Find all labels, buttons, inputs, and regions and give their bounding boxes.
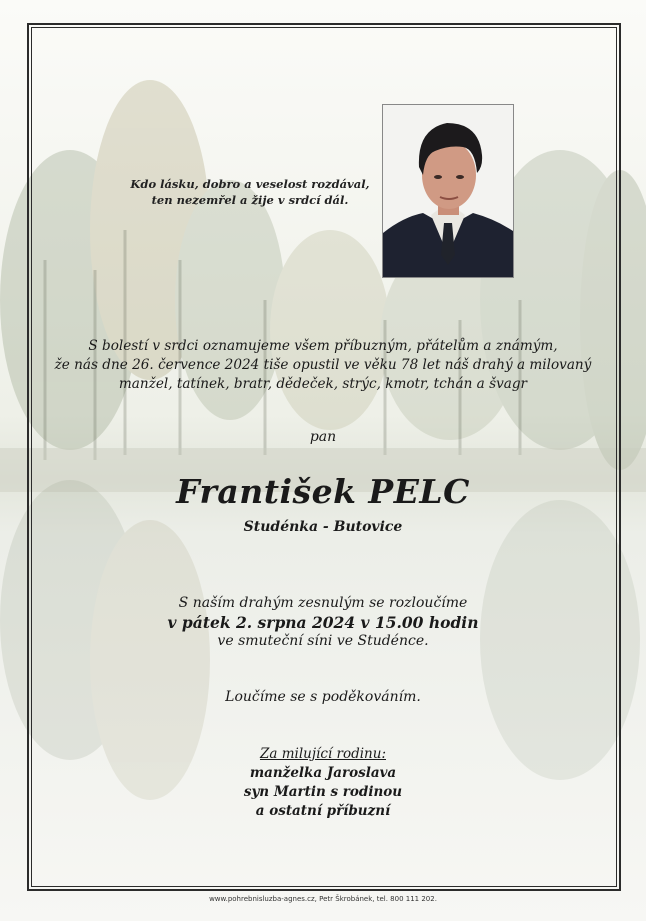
farewell-location: ve smuteční síni ve Studénce. [217,633,429,649]
deceased-name: František PELC [176,472,470,511]
deceased-place: Studénka - Butovice [243,519,403,535]
footer-contact: www.pohrebnisluzba-agnes.cz, Petr Škrobánek, tel. 800 111 202. [209,895,437,903]
motto-line: ten nezemřel a žije v srdcí dál. [151,193,349,207]
announcement-text [0,337,646,394]
announcement-line: S bolestí v srdci oznamujeme všem příbuzným, přátelům a známým, [88,338,558,354]
portrait-photo [382,104,514,278]
family-member: syn Martin s rodinou [243,784,403,800]
motto [120,176,380,208]
salutation: pan [309,429,337,445]
motto-line: Kdo lásku, dobro a veselost rozdával, [130,177,370,191]
thanks-text: Loučíme se s poděkováním. [225,689,421,705]
announcement-line: že nás dne 26. července 2024 tiše opustil ve věku 78 let náš drahý a milovaný [54,357,592,373]
family-heading: Za milující rodinu: [259,746,386,762]
farewell-line: S naším drahým zesnulým se rozloučíme [178,595,468,611]
farewell-date: v pátek 2. srpna 2024 v 15.00 hodin [167,613,479,632]
family-signature [0,745,646,821]
farewell-info [0,594,646,651]
family-member: a ostatní příbuzní [255,803,391,819]
announcement-line: manžel, tatínek, bratr, dědeček, strýc, kmotr, tchán a švagr [118,376,528,392]
family-member: manželka Jaroslava [249,765,397,781]
